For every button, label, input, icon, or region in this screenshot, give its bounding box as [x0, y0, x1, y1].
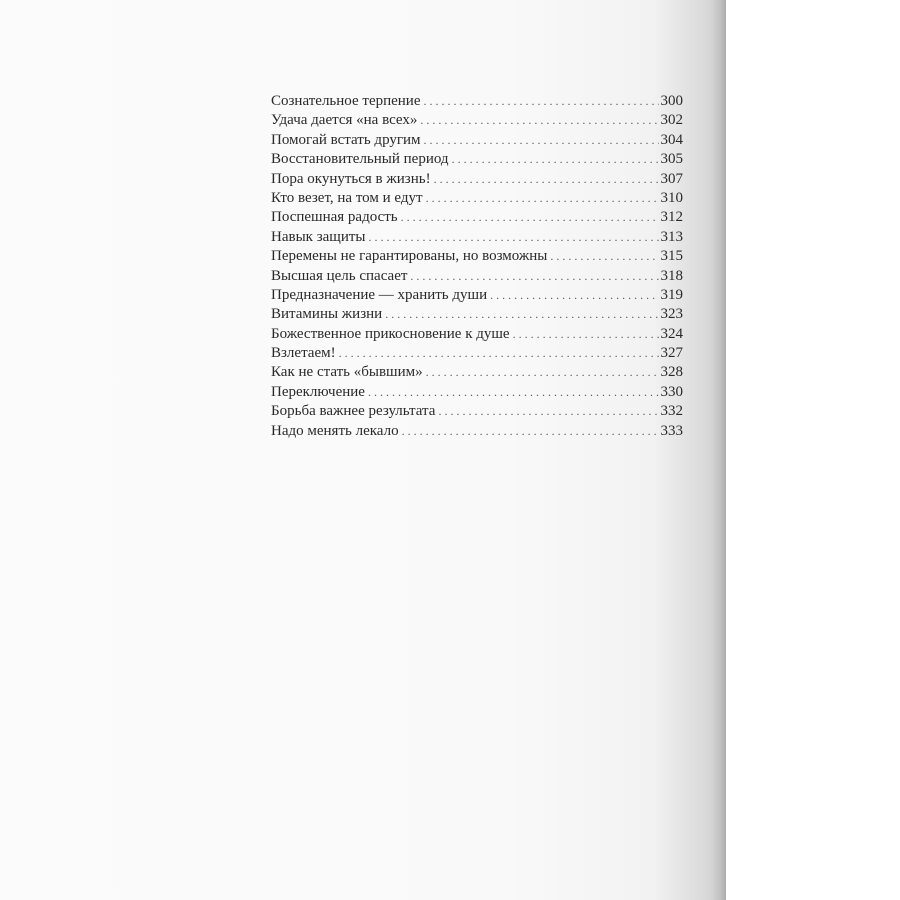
toc-entry-title: Взлетаем! — [271, 345, 336, 362]
toc-entry-title: Предназначение — хранить души — [271, 286, 488, 303]
toc-entry — [271, 150, 683, 169]
toc-entry — [271, 344, 683, 363]
toc-entry-title: Надо менять лекало — [271, 422, 399, 439]
toc-entry-page: 310 — [660, 189, 683, 206]
toc-entry-page: 323 — [660, 306, 683, 323]
toc-entry-title: Витамины жизни — [271, 306, 383, 323]
page-edge-shadow — [712, 0, 726, 900]
toc-entry — [271, 402, 683, 421]
toc-entry — [271, 422, 683, 441]
dot-leader — [420, 111, 658, 130]
toc-entry — [271, 286, 683, 305]
toc-entry — [271, 247, 683, 266]
toc-entry — [271, 189, 683, 208]
toc-entry-page: 318 — [660, 267, 683, 284]
toc-entry-page: 315 — [660, 248, 683, 265]
dot-leader — [368, 383, 659, 402]
dot-leader — [424, 92, 659, 111]
toc-entry-page: 302 — [660, 112, 683, 129]
dot-leader — [434, 170, 659, 189]
dot-leader — [402, 422, 659, 441]
toc-entry — [271, 170, 683, 189]
dot-leader — [424, 131, 659, 150]
toc-entry-page: 319 — [660, 286, 683, 303]
dot-leader — [368, 228, 658, 247]
toc-entry-page: 324 — [660, 325, 683, 342]
dot-leader — [438, 402, 658, 421]
toc-entry-page: 332 — [660, 403, 683, 420]
toc-entry-title: Как не стать «бывшим» — [271, 364, 423, 381]
toc-entry — [271, 267, 683, 286]
toc-entry — [271, 383, 683, 402]
toc-entry-page: 328 — [660, 364, 683, 381]
table-of-contents — [271, 92, 683, 441]
toc-entry-page: 307 — [660, 170, 683, 187]
toc-entry-title: Борьба важнее результата — [271, 403, 436, 420]
toc-entry-title: Переключение — [271, 383, 365, 400]
dot-leader — [490, 286, 658, 305]
toc-entry-page: 305 — [660, 151, 683, 168]
dot-leader — [452, 150, 659, 169]
toc-entry-title: Поспешная радость — [271, 209, 398, 226]
toc-entry-title: Перемены не гарантированы, но возможны — [271, 248, 548, 265]
toc-entry-page: 312 — [660, 209, 683, 226]
dot-leader — [410, 267, 658, 286]
toc-entry-title: Кто везет, на том и едут — [271, 189, 423, 206]
dot-leader — [550, 247, 658, 266]
dot-leader — [401, 208, 659, 227]
dot-leader — [426, 189, 659, 208]
toc-entry-title: Восстановительный период — [271, 151, 449, 168]
toc-entry — [271, 325, 683, 344]
toc-entry — [271, 131, 683, 150]
dot-leader — [426, 363, 659, 382]
toc-entry — [271, 208, 683, 227]
toc-entry-page: 333 — [660, 422, 683, 439]
toc-entry — [271, 92, 683, 111]
toc-entry-page: 304 — [660, 131, 683, 148]
toc-entry-title: Помогай встать другим — [271, 131, 421, 148]
dot-leader — [385, 305, 658, 324]
toc-entry — [271, 305, 683, 324]
toc-entry-page: 313 — [660, 228, 683, 245]
toc-entry — [271, 111, 683, 130]
toc-entry-title: Божественное прикосновение к душе — [271, 325, 510, 342]
dot-leader — [339, 344, 659, 363]
toc-entry-page: 327 — [660, 345, 683, 362]
toc-entry-page: 300 — [660, 93, 683, 109]
toc-entry — [271, 228, 683, 247]
dot-leader — [513, 325, 659, 344]
toc-entry-page: 330 — [660, 383, 683, 400]
toc-entry-title: Пора окунуться в жизнь! — [271, 170, 431, 187]
toc-entry-title: Высшая цель спасает — [271, 267, 408, 284]
toc-entry-title: Навык защиты — [271, 228, 366, 245]
toc-entry-title: Удача дается «на всех» — [271, 112, 418, 129]
toc-entry-title: Сознательное терпение — [271, 93, 421, 109]
toc-entry — [271, 363, 683, 382]
